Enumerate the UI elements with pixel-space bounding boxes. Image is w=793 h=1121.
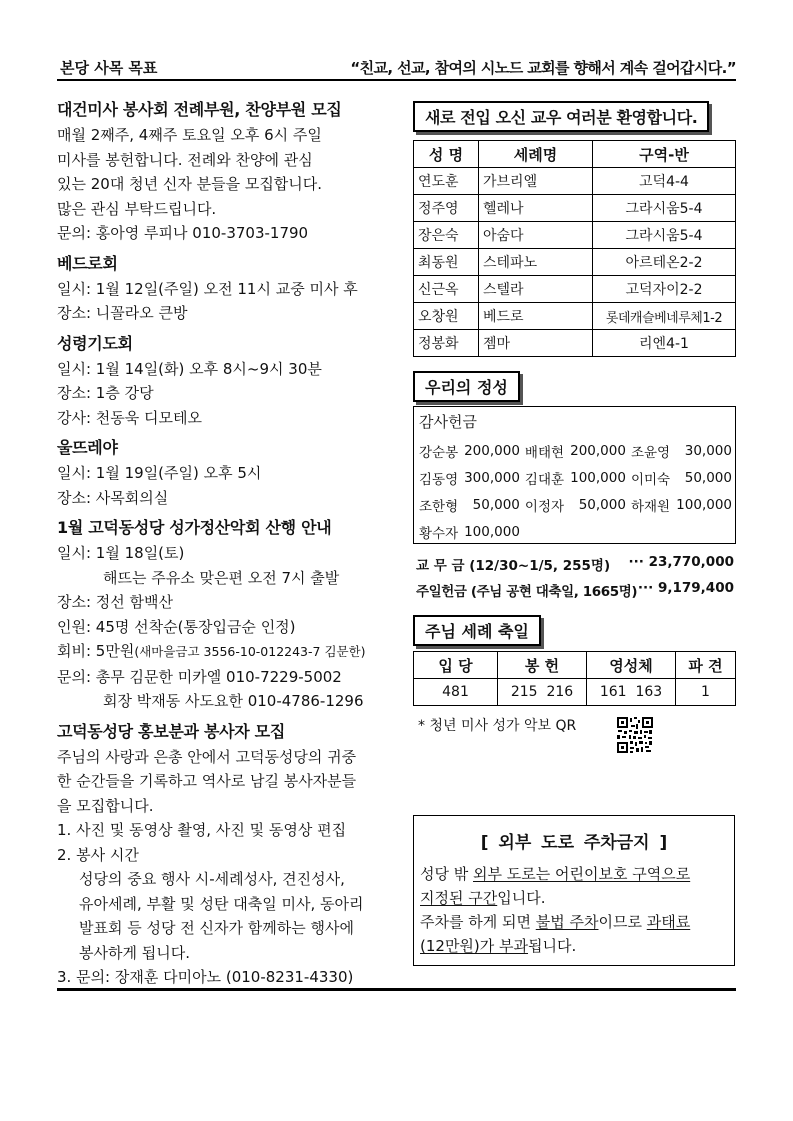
section-peter: [57, 251, 387, 326]
parking-notice-title: [ 외부 도로 주차금지 ]: [480, 833, 668, 853]
donor-name: 강순봉: [419, 444, 459, 461]
text-line: 장소: 니꼴라오 큰방: [57, 304, 188, 322]
header-right: “친교, 선교, 참여의 시노드 교회를 향해서 계속 걸어갑시다.”: [350, 59, 736, 77]
parking-notice-box: [413, 815, 735, 966]
table-row: [414, 303, 736, 330]
footer-rule: [57, 988, 736, 991]
col-header: 영성체: [587, 652, 676, 679]
text-line: 성당의 중요 행사 시-세례성사, 견진성사,: [79, 870, 345, 888]
cell-value: 215 216: [498, 679, 587, 706]
donor-name: 조한형: [419, 498, 459, 515]
text-line: 을 모집합니다.: [57, 796, 154, 815]
cell-value: 1: [676, 679, 736, 706]
qr-note: * 청년 미사 성가 악보 QR: [418, 718, 577, 734]
text-line: 한 순간들을 기록하고 역사로 남길 봉사자분들: [57, 772, 357, 790]
kyomu-value: ··· 23,770,000: [628, 554, 734, 570]
table-row: [414, 222, 736, 249]
text-line: [420, 910, 732, 934]
text-line: 있는 20대 청년 신자 분들을 모집합니다.: [57, 175, 323, 193]
cell-district: 고덕자이2-2: [593, 276, 736, 303]
col-header: 구역-반: [593, 141, 736, 168]
text-line: 일시: 1월 18일(토): [57, 544, 185, 562]
offering-subtitle: 감사헌금: [419, 413, 477, 431]
attendance-table: [413, 651, 736, 706]
welcome-title: 새로 전입 오신 교우 여러분 환영합니다.: [413, 101, 709, 132]
table-header-row: [414, 652, 736, 679]
text-underlined: 불법 주차: [535, 913, 599, 931]
offering-box: [413, 406, 736, 544]
text-line: 일시: 1월 12일(주일) 오전 11시 교중 미사 후: [57, 279, 358, 298]
section-title: 고덕동성당 홍보분과 봉사자 모집: [57, 721, 285, 741]
offering-table: [418, 437, 733, 545]
cell-district: 리엔4-1: [593, 330, 736, 357]
donor-name: 이미숙: [630, 471, 671, 488]
text-line: 일시: 1월 14일(화) 오후 8시~9시 30분: [57, 359, 322, 378]
donor-name: 배태현: [524, 444, 565, 461]
col-header: 파 견: [676, 652, 736, 679]
text-line: [420, 934, 732, 958]
cell-baptismal: 헬레나: [479, 195, 593, 222]
table-row: [418, 491, 733, 518]
donor-name: 김대훈: [524, 471, 565, 488]
qr-code-icon[interactable]: [616, 716, 654, 754]
text-line: 매월 2째주, 4째주 토요일 오후 6시 주일: [57, 126, 322, 144]
text-line: 3. 문의: 장재훈 다미아노 (010-8231-4330): [57, 968, 354, 986]
sunday-offering-value: ··· 9,179,400: [637, 580, 734, 596]
fee-label: 회비: 5만원: [57, 642, 135, 660]
donor-amount: 50,000: [684, 469, 732, 486]
cell-district: 고덕4-4: [593, 168, 736, 195]
col-header: 입 당: [414, 652, 498, 679]
welcome-table: [413, 140, 736, 357]
section-hiking: [57, 515, 387, 714]
text-line: [57, 639, 387, 665]
donor-amount: 200,000: [464, 442, 520, 459]
cell-district: 아르테온2-2: [593, 249, 736, 276]
text-line: 장소: 1층 강당: [57, 384, 154, 402]
table-row: [418, 437, 733, 464]
cell-baptismal: 베드로: [479, 303, 593, 330]
cell-name: 연도훈: [414, 168, 479, 195]
text-line: 발표회 등 성당 전 신자가 함께하는 행사에: [79, 919, 354, 937]
text-plain: 입니다.: [497, 889, 546, 907]
donor-amount: 100,000: [570, 469, 626, 486]
table-row: [414, 195, 736, 222]
sunday-offering-label: 주일헌금 (주님 공현 대축일, 1665명): [416, 584, 638, 600]
section-title: 울뜨레야: [57, 438, 118, 457]
text-line: 미사를 봉헌합니다. 전례와 찬양에 관심: [57, 150, 313, 169]
cell-name: 최동원: [414, 249, 479, 276]
cell-district: 그라시움5-4: [593, 222, 736, 249]
cell-name: 신근옥: [414, 276, 479, 303]
cell-district: 롯데캐슬베네루체1-2: [593, 303, 736, 330]
table-header-row: [414, 141, 736, 168]
table-row: [414, 168, 736, 195]
donor-amount: 50,000: [472, 496, 520, 513]
cell-name: 오창원: [414, 303, 479, 330]
parking-notice-body: [420, 862, 732, 958]
cell-value: 481: [414, 679, 498, 706]
section-spirit-prayer: [57, 331, 387, 431]
text-line: 장소: 정선 함백산: [57, 593, 174, 611]
col-header: 세례명: [479, 141, 593, 168]
text-line: 회장 박재동 사도요한 010-4786-1296: [103, 692, 364, 710]
left-column: [57, 97, 387, 995]
text-line: 문의: 홍아영 루피나 010-3703-1790: [57, 224, 309, 242]
text-line: 유아세례, 부활 및 성탄 대축일 미사, 동아리: [79, 894, 364, 913]
text-line: [420, 862, 732, 886]
table-row: [414, 249, 736, 276]
text-line: [420, 886, 732, 910]
kyomu-label: 교 무 금 (12/30~1/5, 255명): [416, 558, 611, 574]
text-plain: 이므로: [598, 913, 647, 931]
text-line: 일시: 1월 19일(주일) 오후 5시: [57, 464, 262, 482]
cell-baptismal: 젬마: [479, 330, 593, 357]
donor-amount: 200,000: [570, 442, 626, 459]
cell-name: 정주영: [414, 195, 479, 222]
text-line: 장소: 사목회의실: [57, 488, 169, 507]
offering-title: 우리의 정성: [413, 371, 520, 402]
cell-baptismal: 스테파노: [479, 249, 593, 276]
text-line: 봉사하게 됩니다.: [79, 943, 190, 962]
donor-amount: 50,000: [578, 496, 626, 513]
section-title: 성령기도회: [57, 333, 133, 353]
text-plain: 성당 밖: [420, 865, 474, 883]
header-rule: [57, 79, 736, 81]
donor-name: 하재원: [630, 498, 671, 515]
section-title: 베드로회: [57, 253, 118, 273]
cell-baptismal: 스텔라: [479, 276, 593, 303]
donor-name: 조윤영: [630, 444, 671, 461]
table-row: [414, 276, 736, 303]
cell-name: 정봉화: [414, 330, 479, 357]
table-row: [414, 330, 736, 357]
donor-amount: 100,000: [464, 523, 520, 540]
text-line: 강사: 천동욱 디모테오: [57, 408, 203, 427]
cell-baptismal: 가브리엘: [479, 168, 593, 195]
bank-account: (새마을금고 3556-10-012243-7 김문한): [134, 644, 366, 659]
text-line: 많은 관심 부탁드립니다.: [57, 199, 217, 218]
section-pr-volunteer: [57, 719, 387, 990]
donor-amount: 300,000: [464, 469, 520, 486]
text-underlined: (12만원)가 부과: [420, 937, 529, 955]
header-left: 본당 사목 목표: [60, 59, 158, 77]
section-ultreya: [57, 435, 387, 510]
text-line: 해뜨는 주유소 맞은편 오전 7시 출발: [103, 568, 340, 587]
table-row: [414, 679, 736, 706]
section-title: 대건미사 봉사회 전례부원, 찬양부원 모집: [57, 100, 342, 119]
section-title: 1월 고덕동성당 성가정산악회 산행 안내: [57, 518, 332, 537]
cell-name: 장은숙: [414, 222, 479, 249]
donor-amount: 30,000: [684, 442, 732, 459]
donor-name: 이정자: [524, 498, 565, 515]
col-header: 봉 헌: [498, 652, 587, 679]
table-row: [418, 464, 733, 491]
cell-value: 161 163: [587, 679, 676, 706]
text-line: 주님의 사랑과 은총 안에서 고덕동성당의 귀중: [57, 747, 357, 766]
donor-name: 황수자: [419, 525, 459, 542]
col-header: 성 명: [414, 141, 479, 168]
cell-district: 그라시움5-4: [593, 195, 736, 222]
text-underlined: 과태료: [646, 913, 691, 931]
text-line: 문의: 총무 김문한 미카엘 010-7229-5002: [57, 667, 342, 686]
donor-name: 김동영: [419, 471, 459, 488]
text-plain: 주차를 하게 되면: [420, 913, 536, 931]
table-row: [418, 518, 733, 545]
text-line: 인원: 45명 선착순(통장입금순 인정): [57, 617, 296, 636]
text-line: 1. 사진 및 동영상 촬영, 사진 및 동영상 편집: [57, 821, 347, 839]
donor-amount: 100,000: [676, 496, 732, 513]
text-plain: 됩니다.: [528, 937, 577, 955]
cell-baptismal: 아숨다: [479, 222, 593, 249]
baptism-title: 주님 세례 축일: [413, 615, 541, 646]
section-youth-mass: [57, 97, 387, 246]
text-underlined: 지정된 구간: [420, 889, 498, 907]
text-line: 2. 봉사 시간: [57, 845, 139, 864]
text-underlined: 외부 도로는 어린이보호 구역으로: [473, 865, 691, 883]
